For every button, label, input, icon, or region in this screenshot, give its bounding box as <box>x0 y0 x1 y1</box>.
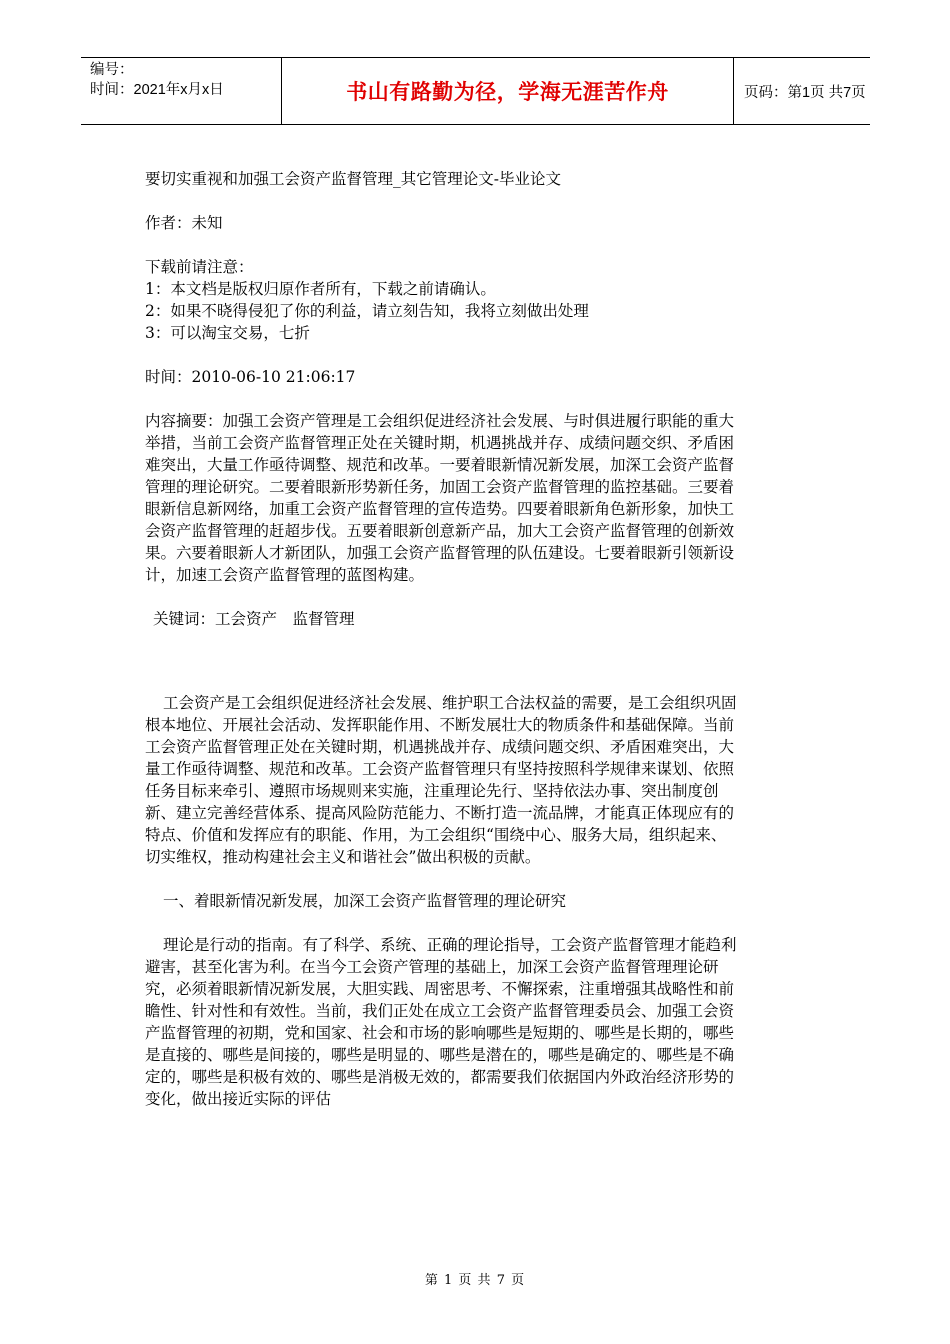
notice-title: 下载前请注意： <box>145 258 254 276</box>
page-label: 页码：第1页 共7页 <box>744 84 866 101</box>
notice-item-2: 2：如果不晓得侵犯了你的利益，请立刻告知，我将立刻做出处理 <box>145 302 589 320</box>
header-meta-cell <box>81 58 282 124</box>
footer-page-number: 第 1 页 共 7 页 <box>424 1273 526 1288</box>
document-title: 要切实重视和加强工会资产监督管理_其它管理论文-毕业论文 <box>145 170 561 188</box>
keywords-line: 关键词：工会资产 监督管理 <box>153 610 355 628</box>
code-label: 编号： <box>90 62 134 78</box>
body-paragraph-2: 理论是行动的指南。有了科学、系统、正确的理论指导，工会资产监督管理才能趋利避害，甚至化害为利。在当今工会资产管理的基础上，加深工会资产监督管理理论研究，必须着眼新情况新发展，大胆实践、周密思考、不懈探索，注重增强其战略性和前瞻性、针对性和有效性。当前，我们正处在成立工会资产监督管理委员会、加强工会资产监督管理的初期，党和国家、社会和市场的影响哪些是短期的、哪些是长期的，哪些是直接的、哪些是间接的，哪些是明显的、哪些是潜在的，哪些是确定的、哪些是不确定的，哪些是积极有效的、哪些是消极无效的，都需要我们依据国内外政治经济形势的变化，做出接近实际的评估 <box>145 936 737 1108</box>
page-footer <box>0 1269 950 1288</box>
page-number-cell <box>734 58 870 124</box>
body-paragraph-1: 工会资产是工会组织促进经济社会发展、维护职工合法权益的需要，是工会组织巩固根本地位、开展社会活动、发挥职能作用、不断发展壮大的物质条件和基础保障。当前工会资产监督管理正处在关键时期，机遇挑战并存、成绩问题交织、矛盾困难突出，大量工作亟待调整、规范和改革。工会资产监督管理只有坚持按照科学规律来谋划、依照任务目标来牵引、遵照市场规则来实施，注重理论先行、坚持依法办事、突出制度创新、建立完善经营体系、提高风险防范能力、不断打造一流品牌，才能真正体现应有的特点、价值和发挥应有的职能、作用，为工会组织“围绕中心、服务大局，组织起来、切实维权，推动构建社会主义和谐社会”做出积极的贡献。 <box>145 694 737 866</box>
time-label: 时间：2021年x月x日 <box>90 82 224 98</box>
section-heading-1: 一、着眼新情况新发展，加深工会资产监督管理的理论研究 <box>163 892 567 910</box>
notice-item-1: 1：本文档是版权归原作者所有，下载之前请确认。 <box>145 280 496 298</box>
notice-item-3: 3：可以淘宝交易，七折 <box>145 324 310 342</box>
page-header <box>81 57 870 125</box>
publish-time: 时间：2010-06-10 21:06:17 <box>145 368 356 386</box>
motto-text: 书山有路勤为径，学海无涯苦作舟 <box>346 80 669 104</box>
author-line: 作者：未知 <box>145 214 223 232</box>
motto-cell <box>282 58 734 124</box>
abstract-paragraph: 内容摘要：加强工会资产管理是工会组织促进经济社会发展、与时俱进履行职能的重大举措，当前工会资产监督管理正处在关键时期，机遇挑战并存、成绩问题交织、矛盾困难突出，大量工作亟待调整、规范和改革。一要着眼新情况新发展，加深工会资产监督管理的理论研究。二要着眼新形势新任务，加固工会资产监督管理的监控基础。三要着眼新信息新网络，加重工会资产监督管理的宣传造势。四要着眼新角色新形象，加快工会资产监督管理的赶超步伐。五要着眼新创意新产品，加大工会资产监督管理的创新效果。六要着眼新人才新团队，加强工会资产监督管理的队伍建设。七要着眼新引领新设计，加速工会资产监督管理的蓝图构建。 <box>145 412 735 584</box>
document-body <box>145 168 741 1110</box>
